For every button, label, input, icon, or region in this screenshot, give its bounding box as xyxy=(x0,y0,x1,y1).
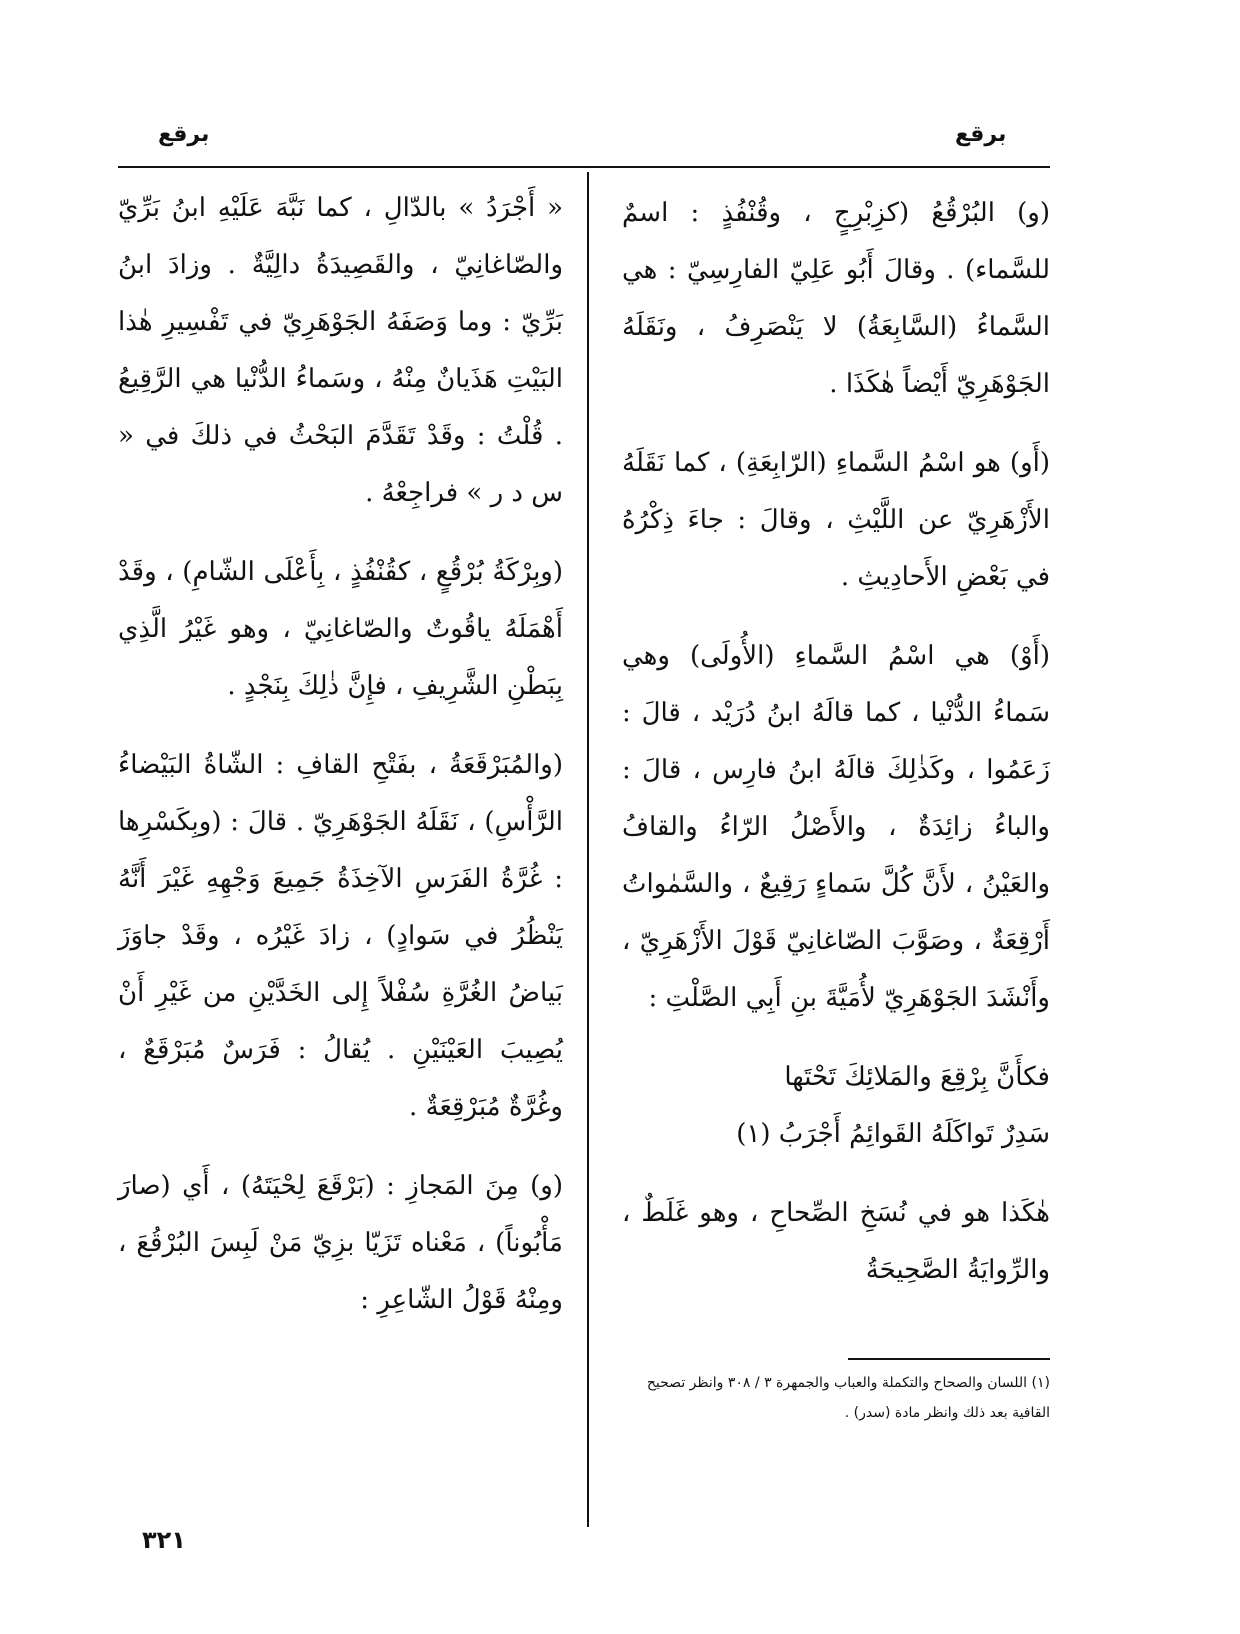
entry-paragraph: (والمُبَرْقَعَةُ ، بفَتْحِ القافِ : الشّاةُ البَيْضاءُ الرَّأْسِ) ، نَقَلَهُ الجَوْهَرِيّ . قالَ : (وبِكَسْرِها : غُرَّةُ الفَرَسِ الآخِذَةُ جَمِيعَ وَجْهِهِ غَيْرَ أَنَّهُ يَنْظُرُ في سَوادٍ) ، زادَ غَيْرُه ، وقَدْ جاوَزَ بَياضُ الغُرَّةِ سُفْلاً إِلى الخَدَّيْنِ من غَيْرِ أَنْ يُصِيبَ العَيْنَيْنِ . يُقالُ : فَرَسٌ مُبَرْقَعٌ ، وغُرَّةٌ مُبَرْقِعَةٌ . xyxy=(118,750,563,1122)
verse-line-1: فكأَنَّ بِرْقِعَ والمَلائِكَ تَحْتَها xyxy=(784,1062,1050,1092)
running-head-right: برقع xyxy=(955,122,1007,147)
entry-paragraph: (و) مِنَ المَجازِ : (بَرْقَعَ لِحْيَتَهُ) ، أَي (صارَ مَأْبُوناً) ، مَعْناه تَزَيّا بزِيّ مَنْ لَبِسَ البُرْقُعَ ، ومِنْهُ قَوْلُ الشّاعِرِ : xyxy=(118,1171,563,1315)
verse-line-2: سَدِرٌ تَواكَلَهُ القَوائِمُ أَجْرَبُ (١) xyxy=(736,1119,1050,1149)
footnote: (١) اللسان والصحاح والتكملة والعباب والجمهرة ٣ / ٣٠٨ وانظر تصحيح القافية بعد ذلك وانظر مادة (سدر) . xyxy=(646,1375,1050,1421)
entry-paragraph: (وبِرْكَةُ بُرْقُعٍ ، كقُنْفُذٍ ، بِأَعْلَى الشّامِ) ، وقَدْ أَهْمَلَهُ ياقُوتٌ والصّاغانِيّ ، وهو غَيْرُ الَّذِي بِبَطْنِ الشَّرِيفِ ، فإِنَّ ذٰلِكَ بِنَجْدٍ . xyxy=(118,557,563,701)
entry-paragraph: (أَو) هو اسْمُ السَّماءِ (الرّابِعَةِ) ، كما نَقَلَهُ الأَزْهَرِيّ عن اللَّيْثِ ، وقالَ : جاءَ ذِكْرُهُ في بَعْضِ الأَحادِيثِ . xyxy=(622,448,1050,592)
running-head-left: برقع xyxy=(158,122,210,147)
right-column xyxy=(622,185,1050,1321)
entry-paragraph: « أَجْرَدُ » بالدّالِ ، كما نَبَّهَ عَلَيْهِ ابنُ بَرِّيّ والصّاغانِيّ ، والقَصِيدَةُ دالِيَّةٌ . وزادَ ابنُ بَرِّيّ : وما وَصَفَهُ الجَوْهَرِيّ في تَفْسِيرِ هٰذا البَيْتِ هَذَيانٌ مِنْهُ ، وسَماءُ الدُّنْيا هي الرَّقِيعُ . قُلْتُ : وقَدْ تَقَدَّمَ البَحْثُ في ذلكَ في « س د ر » فراجِعْهُ . xyxy=(118,193,563,508)
verse xyxy=(622,1049,1050,1163)
footnote-rule xyxy=(848,1358,1050,1360)
entry-paragraph: (أَوْ) هي اسْمُ السَّماءِ (الأُولَى) وهي سَماءُ الدُّنْيا ، كما قالَهُ ابنُ دُرَيْد ، قالَ : زَعَمُوا ، وكَذٰلِكَ قالَهُ ابنُ فارِس ، قالَ : والباءُ زائِدَةٌ ، والأَصْلُ الرّاءُ والقافُ والعَيْنُ ، لأَنَّ كُلَّ سَماءٍ رَقِيعٌ ، والسَّمٰواتُ أَرْقِعَةٌ ، وصَوَّبَ الصّاغانِيّ قَوْلَ الأَزْهَرِيّ ، وأَنْشَدَ الجَوْهَرِيّ لأُمَيَّةَ بنِ أَبِي الصَّلْتِ : xyxy=(622,641,1050,1013)
entry-paragraph: هٰكَذا هو في نُسَخِ الصِّحاحِ ، وهو غَلَطٌ ، والرِّوايَةُ الصَّحِيحَةُ xyxy=(622,1198,1050,1285)
column-divider xyxy=(587,172,589,1527)
header-rule xyxy=(118,166,1050,168)
page-number: ٣٢١ xyxy=(142,1526,186,1554)
entry-paragraph: (و) البُرْقُعُ (كزِبْرِجٍ ، وقُنْفُذٍ : اسمٌ للسَّماء) . وقالَ أَبُو عَلِيّ الفارِسِيّ : هي السَّماءُ (السَّابِعَةُ) لا يَنْصَرِفُ ، ونَقَلَهُ الجَوْهَرِيّ أَيْضاً هٰكَذَا . xyxy=(622,198,1050,399)
left-column xyxy=(118,180,563,1351)
